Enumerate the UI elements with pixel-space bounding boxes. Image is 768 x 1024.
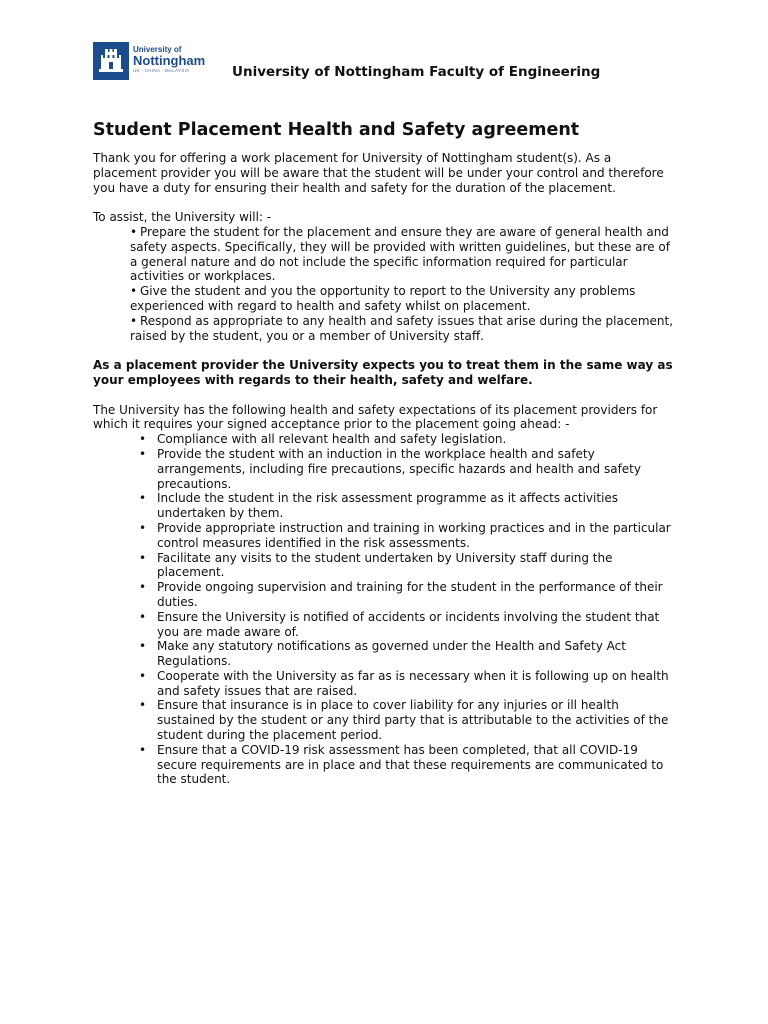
logo-wordmark xyxy=(133,45,205,74)
bullet-icon: • xyxy=(139,639,147,654)
bullet-icon: • xyxy=(139,580,147,595)
document-body xyxy=(93,151,673,787)
list-item: • Ensure that a COVID-19 risk assessment has been completed, that all COVID-19 secure requirements are in place and that these requirements are communicated to the student. xyxy=(139,742,664,787)
castle-icon xyxy=(93,42,129,80)
bullet-icon: • xyxy=(139,609,147,624)
bullet-icon: • xyxy=(139,742,147,757)
list-item: • Provide ongoing supervision and training for the student in the performance of their duties. xyxy=(139,580,663,609)
list-item: • Provide appropriate instruction and training in working practices and in the particular control measures identified in the risk assessments. xyxy=(139,520,671,550)
expectations-lead: The University has the following health and safety expectations of its placement providers for which it requires your signed acceptance prior to the placement going ahead: - xyxy=(93,402,658,432)
logo-line-1: University of xyxy=(133,45,182,54)
bullet-icon: • xyxy=(139,446,147,461)
list-item: • Include the student in the risk assessment programme as it affects activities undertaken by them. xyxy=(139,491,619,521)
university-logo xyxy=(93,42,206,80)
document-title: Student Placement Health and Safety agreement xyxy=(93,120,580,140)
bullet-icon: • xyxy=(139,520,147,535)
list-item: • Prepare the student for the placement and ensure they are aware of general health and safety aspects. Specifically, they will be provided with written guidelines, but these are of a general nature and do not include the specific information required for particular activities or workplaces. xyxy=(130,224,670,284)
bullet-icon: • xyxy=(139,491,147,506)
list-item: • Ensure the University is notified of accidents or incidents involving the student that you are made aware of. xyxy=(139,609,660,639)
logo-line-2: Nottingham xyxy=(133,53,206,68)
bold-statement: As a placement provider the University expects you to treat them in the same way as your employees with regards to their health, safety and welfare. xyxy=(93,358,673,387)
bullet-icon: • xyxy=(130,284,138,299)
expectations-list xyxy=(93,432,673,787)
list-item: • Facilitate any visits to the student undertaken by University staff during the placement. xyxy=(139,550,613,580)
list-item: • Provide the student with an induction in the workplace health and safety arrangements, including fire precautions, specific hazards and health and safety precautions. xyxy=(139,446,641,491)
assist-lead: To assist, the University will: - xyxy=(93,210,272,225)
bullet-icon: • xyxy=(130,313,138,328)
logo-line-3: UK · CHINA · MALAYSIA xyxy=(133,68,190,73)
list-item: • Give the student and you the opportunity to report to the University any problems experienced with regard to health and safety whilst on placement. xyxy=(130,284,636,313)
list-item: • Ensure that insurance is in place to cover liability for any injuries or ill health sustained by the student or any third party that is attributable to the activities of the student during the placement period. xyxy=(139,698,669,743)
university-crest-icon xyxy=(93,42,129,80)
list-item: • Respond as appropriate to any health and safety issues that arise during the placement, raised by the student, you or a member of University staff. xyxy=(130,313,674,343)
list-item: • Make any statutory notifications as governed under the Health and Safety Act Regulations. xyxy=(139,639,626,669)
list-item: • Compliance with all relevant health and safety legislation. xyxy=(139,432,507,447)
bullet-icon: • xyxy=(139,550,147,565)
faculty-heading: University of Nottingham Faculty of Engineering xyxy=(232,64,601,80)
university-commitments-list xyxy=(93,225,673,343)
bullet-icon: • xyxy=(130,224,138,239)
bullet-icon: • xyxy=(139,698,147,713)
list-item: • Cooperate with the University as far as is necessary when it is following up on health and safety issues that are raised. xyxy=(139,668,669,698)
bullet-icon: • xyxy=(139,668,147,683)
intro-paragraph: Thank you for offering a work placement for University of Nottingham student(s). As a placement provider you will be aware that the student will be under your control and therefore you have a duty for ensuring their health and safety for the duration of the placement. xyxy=(93,151,664,195)
bullet-icon: • xyxy=(139,432,147,447)
